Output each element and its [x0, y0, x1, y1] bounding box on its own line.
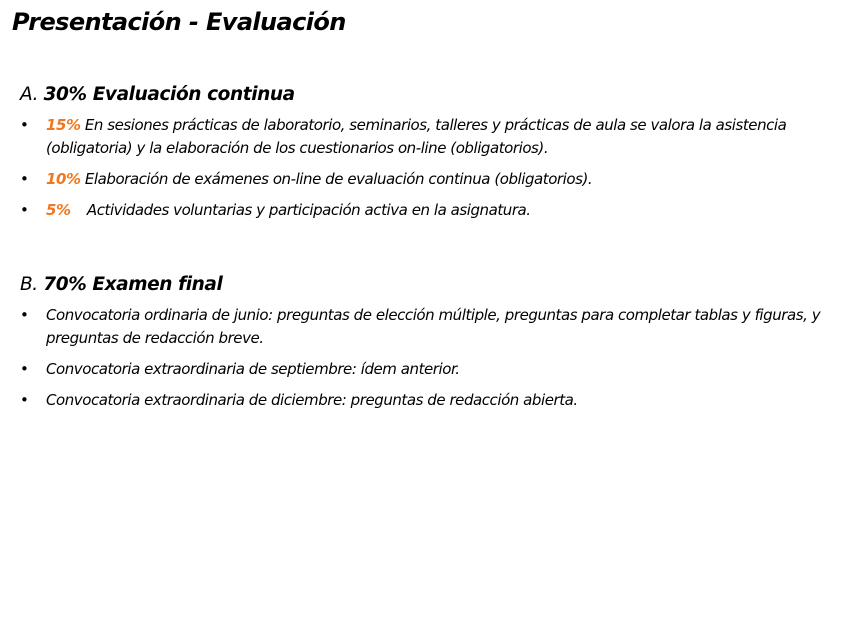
section-title: 70% Examen final [43, 274, 223, 295]
section-title: 30% Evaluación continua [43, 84, 295, 105]
percent-label: 10% [46, 170, 81, 188]
list-item [20, 114, 832, 160]
section-final-exam [20, 272, 832, 420]
bullet-list [20, 114, 832, 222]
percent-label: 5% [46, 201, 71, 219]
bullet-icon: • [20, 391, 29, 409]
section-continuous-evaluation [20, 82, 832, 230]
section-heading [20, 82, 832, 108]
item-text: Elaboración de exámenes on-line de evaluación continua (obligatorios). [84, 170, 593, 188]
item-text: Convocatoria extraordinaria de diciembre: preguntas de redacción abierta. [46, 391, 578, 409]
item-text: En sesiones prácticas de laboratorio, seminarios, talleres y prácticas de aula se valora la asistencia (obligatoria) y la elaboración de los cuestionarios on-line (obligatorios). [46, 116, 787, 157]
bullet-icon: • [20, 360, 29, 378]
section-prefix: A. [20, 84, 39, 105]
item-text: Convocatoria extraordinaria de septiembre: ídem anterior. [46, 360, 460, 378]
section-prefix: B. [20, 274, 38, 295]
item-text: Convocatoria ordinaria de junio: preguntas de elección múltiple, preguntas para completar tablas y figuras, y preguntas de redacción breve. [46, 306, 821, 347]
bullet-icon: • [20, 116, 29, 134]
bullet-list [20, 304, 832, 412]
list-item [20, 168, 832, 191]
list-item [20, 199, 832, 222]
percent-label: 15% [46, 116, 81, 134]
slide-title: Presentación - Evaluación [12, 8, 346, 36]
bullet-icon: • [20, 306, 29, 324]
bullet-icon: • [20, 201, 29, 219]
bullet-icon: • [20, 170, 29, 188]
section-heading [20, 272, 832, 298]
list-item [20, 304, 832, 350]
item-text: Actividades voluntarias y participación activa en la asignatura. [86, 201, 531, 219]
list-item [20, 358, 832, 381]
list-item [20, 389, 832, 412]
